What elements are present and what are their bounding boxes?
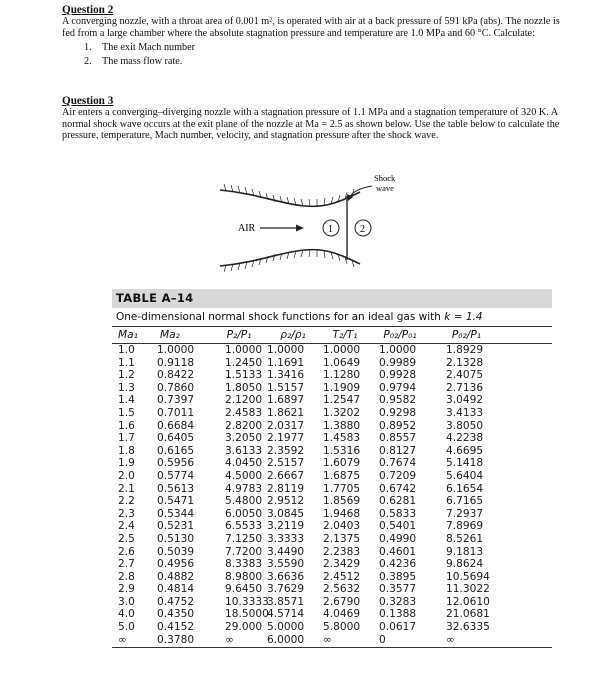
table-cell: 4.5714 (267, 608, 305, 621)
table-cell: 3.0845 (267, 507, 305, 520)
table-cell: 4.2238 (446, 432, 484, 445)
state-2-label: 2 (360, 224, 365, 235)
table-cell: 0.4814 (157, 583, 195, 596)
table-row (112, 394, 552, 407)
list-item (84, 55, 562, 69)
table-cell: 0.6281 (379, 495, 417, 508)
table-row (112, 520, 552, 533)
table-cell: 0.4601 (379, 545, 417, 558)
table-cell: 1.0000 (323, 344, 361, 356)
table-cell: 0.8422 (157, 369, 195, 382)
column-header: T₂/T₁ (332, 329, 358, 341)
table-cell: 10.3333 (225, 595, 269, 608)
table-cell: ∞ (323, 633, 332, 646)
table-cell: 0.6684 (157, 419, 195, 432)
table-cell: 2.8119 (267, 482, 305, 495)
state-1-label: 1 (328, 224, 333, 235)
table-cell: 2.3592 (267, 444, 305, 457)
table-cell: 3.0492 (446, 394, 484, 407)
table-bottom-rule (112, 646, 552, 648)
table-cell: 1.1 (118, 356, 135, 369)
table-cell: 0.5344 (157, 507, 195, 520)
flow-arrowhead-icon (296, 225, 304, 232)
column-header: ρ₂/ρ₁ (280, 329, 306, 341)
table-cell: 29.000 (225, 621, 263, 634)
table-cell: 1.8929 (446, 344, 484, 356)
question-3-title: Question 3 (62, 95, 114, 107)
table-cell: 1.1909 (323, 381, 361, 394)
table-cell: 2.8200 (225, 419, 263, 432)
table-cell: 0.9928 (379, 369, 417, 382)
table-cell: 5.0 (118, 621, 135, 634)
table-cell: 1.0000 (379, 344, 417, 356)
table-cell: 4.5000 (225, 469, 263, 482)
table-cell: 2.9512 (267, 495, 305, 508)
table-cell: 5.0000 (267, 621, 305, 634)
table-cell: 1.4 (118, 394, 135, 407)
table-cell: 1.7705 (323, 482, 361, 495)
list-item (84, 41, 562, 55)
table-cell: 0.7397 (157, 394, 195, 407)
air-label: AIR (238, 223, 256, 234)
table-row (112, 508, 552, 521)
table-cell: 1.5 (118, 406, 135, 419)
table-caption-text: One-dimensional normal shock functions for an ideal gas with (116, 311, 441, 323)
table-cell: 4.0450 (225, 457, 263, 470)
table-row (112, 420, 552, 433)
table-cell: 6.0000 (267, 633, 305, 646)
table-cell: 5.8000 (323, 621, 361, 634)
table-cell: 0.5231 (157, 520, 195, 533)
table-row (112, 407, 552, 420)
question-3 (62, 95, 562, 142)
table-cell: 1.3 (118, 381, 135, 394)
table-cell: 0.8127 (379, 444, 417, 457)
table-cell: ∞ (118, 633, 127, 646)
table-cell: 3.0 (118, 595, 135, 608)
table-cell: 0.6165 (157, 444, 195, 457)
table-cell: 0.5833 (379, 507, 417, 520)
table-row (112, 495, 552, 508)
table-cell: 3.5590 (267, 558, 305, 571)
table-row (112, 445, 552, 458)
table-cell: 0.4152 (157, 621, 195, 634)
table-cell: 1.8 (118, 444, 135, 457)
table-row (112, 596, 552, 609)
table-row (112, 533, 552, 546)
table-cell: 7.2937 (446, 507, 484, 520)
table-a14 (112, 289, 552, 648)
table-cell: 3.6133 (225, 444, 263, 457)
table-cell: 0.6405 (157, 432, 195, 445)
table-cell: 2.6790 (323, 595, 361, 608)
table-cell: 4.0 (118, 608, 135, 621)
table-cell: 1.2547 (323, 394, 361, 407)
table-row (112, 583, 552, 596)
table-cell: 3.4490 (267, 545, 305, 558)
table-cell: 10.5694 (446, 570, 490, 583)
table-grid (112, 326, 552, 648)
table-cell: 8.5261 (446, 532, 484, 545)
table-cell: 1.5157 (267, 381, 305, 394)
table-cell: 0.9794 (379, 381, 417, 394)
table-cell: 2.1200 (225, 394, 263, 407)
table-cell: 0.4956 (157, 558, 195, 571)
table-row (112, 621, 552, 634)
table-cell: 1.6897 (267, 394, 305, 407)
table-cell: 1.0 (118, 344, 135, 356)
table-cell: 0.3283 (379, 595, 417, 608)
table-cell: 2.2 (118, 495, 135, 508)
table-cell: 0.7011 (157, 406, 195, 419)
table-cell: 2.4 (118, 520, 135, 533)
table-cell: 0.3895 (379, 570, 417, 583)
table-cell: 7.8969 (446, 520, 484, 533)
table-cell: 0.5774 (157, 469, 195, 482)
table-cell: 0.4990 (379, 532, 417, 545)
table-cell: 9.1813 (446, 545, 484, 558)
table-cell: 0.9989 (379, 356, 417, 369)
table-cell: 1.1280 (323, 369, 361, 382)
table-cell: 2.1375 (323, 532, 361, 545)
table-cell: 9.6450 (225, 583, 263, 596)
table-cell: 1.9 (118, 457, 135, 470)
table-cell: 2.8 (118, 570, 135, 583)
table-cell: 0.7209 (379, 469, 417, 482)
table-cell: 2.5632 (323, 583, 361, 596)
table-cell: 2.7136 (446, 381, 484, 394)
question-3-body: Air enters a converging–diverging nozzle with a stagnation pressure of 1.1 MPa and a stagnation temperature of 320 K. A normal shock wave occurs at the exit plane of the nozzle at Ma = 2.5 as shown below. Use the table below to calculate the pressure, temperature, Mach number, velocity, and stagnation pressure after the shock wave. (62, 107, 560, 142)
table-cell: 0.3577 (379, 583, 417, 596)
question-2-title: Question 2 (62, 4, 114, 16)
table-cell: 8.3383 (225, 558, 263, 571)
table-cell: 0.4350 (157, 608, 195, 621)
table-cell: 7.7200 (225, 545, 263, 558)
table-cell: 5.6404 (446, 469, 484, 482)
table-cell: 1.1691 (267, 356, 305, 369)
table-cell: 2.1977 (267, 432, 305, 445)
table-cell: 0.4752 (157, 595, 195, 608)
table-cell: 4.0469 (323, 608, 361, 621)
column-header: Ma₁ (118, 329, 138, 341)
table-header-row (112, 326, 552, 344)
table-cell: 21.0681 (446, 608, 490, 621)
table-row (112, 457, 552, 470)
table-cell: 0.5130 (157, 532, 195, 545)
table-cell: 2.3 (118, 507, 135, 520)
table-row (112, 369, 552, 382)
table-cell: 0.9118 (157, 356, 195, 369)
table-cell: 2.6 (118, 545, 135, 558)
table-cell: 1.2 (118, 369, 135, 382)
table-cell: 0.4236 (379, 558, 417, 571)
table-cell: 0.8952 (379, 419, 417, 432)
column-header: P₀₂/P₁ (451, 329, 481, 341)
table-cell: 2.1 (118, 482, 135, 495)
table-cell: 7.1250 (225, 532, 263, 545)
list-item-number: 1. (84, 42, 92, 54)
table-cell: 2.0317 (267, 419, 305, 432)
table-row (112, 470, 552, 483)
table-cell: 6.5533 (225, 520, 263, 533)
table-cell: 32.6335 (446, 621, 490, 634)
table-cell: 2.0403 (323, 520, 361, 533)
table-cell: 0.7674 (379, 457, 417, 470)
table-cell: 0 (379, 633, 386, 646)
table-cell: 1.0649 (323, 356, 361, 369)
table-cell: 2.4583 (225, 406, 263, 419)
nozzle-diagram (200, 170, 420, 280)
table-cell: 0.4882 (157, 570, 195, 583)
table-cell: 1.5316 (323, 444, 361, 457)
table-cell: 1.3202 (323, 406, 361, 419)
table-caption-k: k = 1.4 (444, 311, 483, 323)
column-header: P₀₂/P₀₁ (383, 329, 417, 341)
table-row (112, 344, 552, 357)
table-row (112, 432, 552, 445)
table-cell: 18.5000 (225, 608, 269, 621)
question-2-list (62, 41, 562, 69)
table-cell: 1.6079 (323, 457, 361, 470)
table-cell: 2.6667 (267, 469, 305, 482)
table-cell: 0.1388 (379, 608, 417, 621)
table-cell: 0.5401 (379, 520, 417, 533)
table-cell: 4.6695 (446, 444, 484, 457)
table-cell: 0.3780 (157, 633, 195, 646)
table-cell: 1.8621 (267, 406, 305, 419)
table-cell: 1.4583 (323, 432, 361, 445)
table-cell: 3.7629 (267, 583, 305, 596)
table-cell: 0.5039 (157, 545, 195, 558)
table-cell: 0.5613 (157, 482, 195, 495)
table-cell: ∞ (446, 633, 455, 646)
table-cell: 11.3022 (446, 583, 490, 596)
table-heading-bar (112, 289, 552, 308)
table-cell: 6.0050 (225, 507, 263, 520)
table-cell: 1.0000 (157, 344, 195, 356)
table-cell: 2.0 (118, 469, 135, 482)
table-row (112, 634, 552, 647)
table-cell: 2.7 (118, 558, 135, 571)
table-cell: 1.9468 (323, 507, 361, 520)
table-cell: 1.2450 (225, 356, 263, 369)
table-cell: 0.9298 (379, 406, 417, 419)
table-cell: 1.6 (118, 419, 135, 432)
table-heading: TABLE A–14 (116, 291, 194, 305)
shock-label-line2: wave (376, 183, 394, 193)
table-cell: 2.2383 (323, 545, 361, 558)
question-2-body: A converging nozzle, with a throat area of 0.001 m², is operated with air at a back pressure of 591 kPa (abs). The nozzle is fed from a large chamber where the absolute stagnation pressure and temperature are 1.0 MPa and 60 °C. Calculate: (62, 16, 560, 39)
table-caption (112, 308, 552, 326)
table-cell: 1.6875 (323, 469, 361, 482)
table-cell: 3.6636 (267, 570, 305, 583)
table-cell: 1.7 (118, 432, 135, 445)
table-cell: 1.3416 (267, 369, 305, 382)
table-cell: 8.9800 (225, 570, 263, 583)
table-cell: 9.8624 (446, 558, 484, 571)
table-cell: 1.0000 (267, 344, 305, 356)
table-cell: 2.4512 (323, 570, 361, 583)
table-cell: 3.3333 (267, 532, 305, 545)
table-cell: 1.8050 (225, 381, 263, 394)
table-cell: 2.1328 (446, 356, 484, 369)
list-item-text: The exit Mach number (102, 42, 196, 54)
table-cell: 1.0000 (225, 344, 263, 356)
table-row (112, 571, 552, 584)
table-cell: 0.8557 (379, 432, 417, 445)
table-cell: 3.2050 (225, 432, 263, 445)
column-header: Ma₂ (160, 329, 180, 341)
table-cell: 5.1418 (446, 457, 484, 470)
table-cell: 2.9 (118, 583, 135, 596)
table-cell: 1.3880 (323, 419, 361, 432)
table-cell: 0.5956 (157, 457, 195, 470)
table-row (112, 608, 552, 621)
table-cell: ∞ (225, 633, 234, 646)
table-cell: 0.9582 (379, 394, 417, 407)
table-cell: 3.8050 (446, 419, 484, 432)
table-cell: 12.0610 (446, 595, 490, 608)
table-row (112, 382, 552, 395)
table-cell: 5.4800 (225, 495, 263, 508)
column-header: P₂/P₁ (226, 329, 252, 341)
table-cell: 3.2119 (267, 520, 305, 533)
table-cell: 0.6742 (379, 482, 417, 495)
table-cell: 0.7860 (157, 381, 195, 394)
question-2 (62, 4, 562, 69)
table-cell: 1.5133 (225, 369, 263, 382)
table-cell: 2.3429 (323, 558, 361, 571)
table-cell: 3.8571 (267, 595, 305, 608)
table-cell: 2.5157 (267, 457, 305, 470)
table-cell: 2.4075 (446, 369, 484, 382)
table-cell: 3.4133 (446, 406, 484, 419)
table-cell: 0.0617 (379, 621, 417, 634)
shock-label-line1: Shock (374, 173, 396, 183)
table-row (112, 483, 552, 496)
table-cell: 6.7165 (446, 495, 484, 508)
list-item-text: The mass flow rate. (102, 56, 183, 68)
table-row (112, 357, 552, 370)
table-row (112, 558, 552, 571)
table-cell: 0.5471 (157, 495, 195, 508)
table-cell: 1.8569 (323, 495, 361, 508)
table-cell: 4.9783 (225, 482, 263, 495)
table-body (112, 344, 552, 646)
list-item-number: 2. (84, 56, 92, 68)
table-cell: 2.5 (118, 532, 135, 545)
table-cell: 6.1654 (446, 482, 484, 495)
table-row (112, 546, 552, 559)
